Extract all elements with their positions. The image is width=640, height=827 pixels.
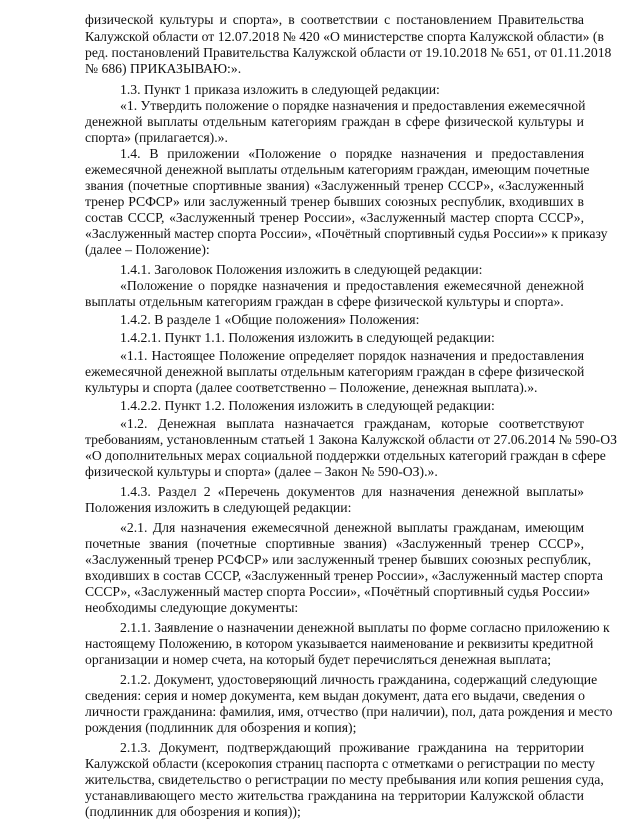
text-line: физической культуры и спорта» (далее – Закон № 590-ОЗ).». xyxy=(85,464,438,479)
text-line: 2.1.3. Документ, подтверждающий проживание гражданина на территории xyxy=(120,740,584,755)
text-line: культуры и спорта (далее соответственно – Положение, денежная выплата).». xyxy=(85,380,538,395)
text-line: «1. Утвердить положение о порядке назначения и предоставления ежемесячной xyxy=(120,98,586,113)
text-line: № 686) ПРИКАЗЫВАЮ:». xyxy=(85,61,242,76)
text-line: ред. постановлений Правительства Калужской области от 19.10.2018 № 651, от 01.11.2018 xyxy=(85,45,612,60)
text-line: «О дополнительных мерах социальной поддержки отдельных категорий граждан в сфере xyxy=(85,448,606,463)
text-line: 1.4. В приложении «Положение о порядке назначения и предоставления xyxy=(120,146,584,161)
text-line: денежной выплаты отдельным категориям граждан в сфере физической культуры и xyxy=(85,114,584,129)
text-line: выплаты отдельным категориям граждан в сфере физической культуры и спорта». xyxy=(85,294,564,309)
text-line: жительства, свидетельство о регистрации по месту пребывания или копия решения суда, xyxy=(85,772,604,787)
text-line: 1.4.2.1. Пункт 1.1. Положения изложить в следующей редакции: xyxy=(120,330,495,345)
text-line: СССР», «Заслуженный мастер спорта России», «Почётный спортивный судья России» xyxy=(85,584,591,599)
text-line: (подлинник для обозрения и копия)); xyxy=(85,804,301,819)
text-line: тренер РСФСР» или заслуженный тренер бывших союзных республик, входивших в xyxy=(85,194,584,209)
text-line: Положения изложить в следующей редакции: xyxy=(85,500,352,515)
text-line: необходимы следующие документы: xyxy=(85,600,299,615)
text-line: требованиям, установленным статьей 1 Закона Калужской области от 27.06.2014 № 590-ОЗ xyxy=(85,432,617,447)
text-line: почетные звания (почетные спортивные звания) «Заслуженный тренер СССР», xyxy=(85,536,584,551)
text-line: 2.1.2. Документ, удостоверяющий личность гражданина, содержащий следующие xyxy=(120,672,598,687)
text-line: «Заслуженный тренер РСФСР» или заслуженный тренер бывших союзных республик, xyxy=(85,552,591,567)
text-line: сведения: серия и номер документа, кем выдан документ, дата его выдачи, сведения о xyxy=(85,688,585,703)
text-line: «Заслуженный мастер спорта России», «Почётный спортивный судья России»» к приказу xyxy=(85,226,608,241)
text-line: рождения (подлинник для обозрения и копия); xyxy=(85,720,357,735)
text-line: личности гражданина: фамилия, имя, отчество (при наличии), пол, дата рождения и место xyxy=(85,704,613,719)
text-line: «Положение о порядке назначения и предоставления ежемесячной денежной xyxy=(120,278,584,293)
text-line: «1.2. Денежная выплата назначается гражданам, которые соответствуют xyxy=(120,416,584,431)
text-line: (далее – Положение): xyxy=(85,242,210,257)
text-line: спорта» (прилагается).». xyxy=(85,130,228,145)
text-line: 1.3. Пункт 1 приказа изложить в следующей редакции: xyxy=(120,82,440,97)
text-line: настоящему Положению, в котором указывается наименование и реквизиты кредитной xyxy=(85,636,594,651)
text-line: 1.4.2.2. Пункт 1.2. Положения изложить в следующей редакции: xyxy=(120,398,495,413)
text-line: 1.4.2. В разделе 1 «Общие положения» Положения: xyxy=(120,312,420,327)
text-line: «1.1. Настоящее Положение определяет порядок назначения и предоставления xyxy=(120,348,584,363)
text-line: 1.4.1. Заголовок Положения изложить в следующей редакции: xyxy=(120,262,483,277)
text-line: состав СССР, «Заслуженный тренер России», «Заслуженный мастер спорта СССР», xyxy=(85,210,584,225)
text-line: ежемесячной денежной выплаты отдельным категориям граждан в сфере физической xyxy=(85,364,585,379)
text-line: устанавливающего место жительства гражданина на территории Калужской области xyxy=(85,788,584,803)
text-line: Калужской области (ксерокопия страниц паспорта с отметками о регистрации по месту xyxy=(85,756,596,771)
text-line: звания (почетные спортивные звания) «Заслуженный тренер СССР», «Заслуженный xyxy=(85,178,584,193)
text-line: физической культуры и спорта», в соответствии с постановлением Правительства xyxy=(85,12,584,27)
text-line: Калужской области от 12.07.2018 № 420 «О министерстве спорта Калужской области» (в xyxy=(85,29,604,44)
text-line: организации и номер счета, на который будет перечисляться денежная выплата; xyxy=(85,652,552,667)
text-line: входивших в состав СССР, «Заслуженный тренер России», «Заслуженный мастер спорта xyxy=(85,568,604,583)
text-line: ежемесячной денежной выплаты отдельным категориям граждан, имеющим почетные xyxy=(85,162,590,177)
text-line: 1.4.3. Раздел 2 «Перечень документов для назначения денежной выплаты» xyxy=(120,484,584,499)
text-line: «2.1. Для назначения ежемесячной денежной выплаты гражданам, имеющим xyxy=(120,520,584,535)
text-line: 2.1.1. Заявление о назначении денежной выплаты по форме согласно приложению к xyxy=(120,620,610,635)
